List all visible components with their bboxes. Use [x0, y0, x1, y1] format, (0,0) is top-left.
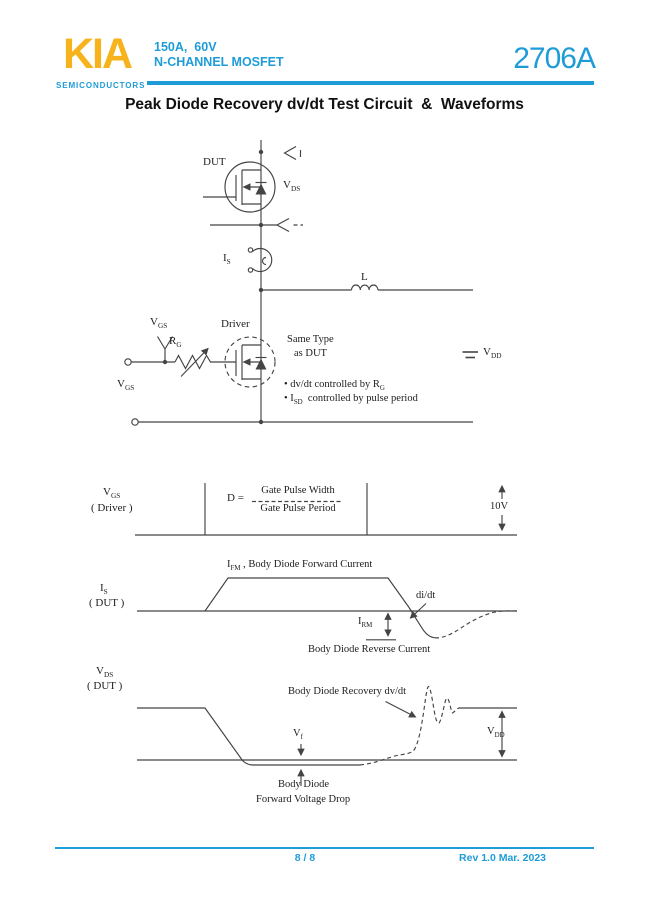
- vf-label: $V_f$: [293, 728, 303, 742]
- vds-label: $V_{DS}$: [283, 179, 301, 194]
- logo-subtext: SEMICONDUCTORS: [56, 81, 146, 90]
- driver-label: Driver: [221, 318, 250, 330]
- current-sense-icon: [248, 248, 271, 272]
- vdd-label: $V_{DD}$: [483, 346, 502, 361]
- wave3-label-paren: ( DUT ): [87, 680, 123, 692]
- wave1-label-paren: ( Driver ): [91, 502, 133, 514]
- forward-drop-line1: Body Diode: [278, 779, 330, 790]
- inductor-label: L: [361, 271, 368, 283]
- dut-mosfet-symbol: [203, 162, 275, 212]
- dut-label: DUT: [203, 156, 226, 168]
- device-type: N-CHANNEL MOSFET: [154, 55, 284, 69]
- irm-label: $I_{RM}$: [358, 616, 373, 630]
- footer-rule: [55, 847, 594, 849]
- kia-logo: KIA: [63, 30, 132, 78]
- ifm-label: $I_{FM}$ , Body Diode Forward Current: [227, 559, 373, 573]
- revision-text: Rev 1.0 Mar. 2023: [459, 852, 546, 864]
- scope-probe-icon: [285, 147, 301, 160]
- battery-symbol: [463, 352, 479, 358]
- duty-numerator: Gate Pulse Width: [261, 485, 335, 496]
- waveform-is: [137, 578, 517, 640]
- circuit-note-1: • dv/dt controlled by $R_G$: [284, 379, 385, 393]
- gate-resistor-symbol: [175, 349, 215, 377]
- driver-mosfet-symbol: [215, 337, 275, 387]
- wave3-label: $V_{DS}$: [96, 665, 114, 680]
- duty-denominator: Gate Pulse Period: [260, 503, 336, 514]
- reverse-current-label: Body Diode Reverse Current: [308, 644, 431, 655]
- didt-label: di/dt: [416, 590, 436, 601]
- part-number: 2706A: [513, 42, 595, 75]
- page-number: 8 / 8: [294, 852, 316, 864]
- wave2-label: $I_S$: [100, 582, 108, 597]
- duty-cycle-eq: D =: [227, 492, 244, 504]
- waveform-vds: [137, 687, 517, 787]
- same-type-line2: as DUT: [294, 348, 327, 359]
- inductor-symbol: [352, 285, 378, 290]
- rg-label: $R_G$: [169, 335, 182, 350]
- amplitude-10v: 10V: [490, 501, 509, 512]
- page-title: Peak Diode Recovery dv/dt Test Circuit & Waveforms: [125, 96, 524, 113]
- circuit-note-2: • $I_{SD}$ controlled by pulse period: [284, 393, 418, 407]
- wave2-label-paren: ( DUT ): [89, 597, 125, 609]
- same-type-line1: Same Type: [287, 334, 334, 345]
- rating-text: 150A, 60V: [154, 40, 217, 54]
- is-label: $I_S$: [223, 252, 231, 267]
- vgs-bottom-label: $V_{GS}$: [117, 378, 135, 393]
- wave1-label: $V_{GS}$: [103, 486, 121, 501]
- source-probe-icon: [210, 219, 303, 232]
- wave3-vdd-label: $V_{DD}$: [487, 726, 505, 740]
- forward-drop-line2: Forward Voltage Drop: [256, 794, 351, 805]
- vgs-top-label: $V_{GS}$: [150, 316, 168, 331]
- recovery-dvdt-label: Body Diode Recovery dv/dt: [288, 686, 407, 697]
